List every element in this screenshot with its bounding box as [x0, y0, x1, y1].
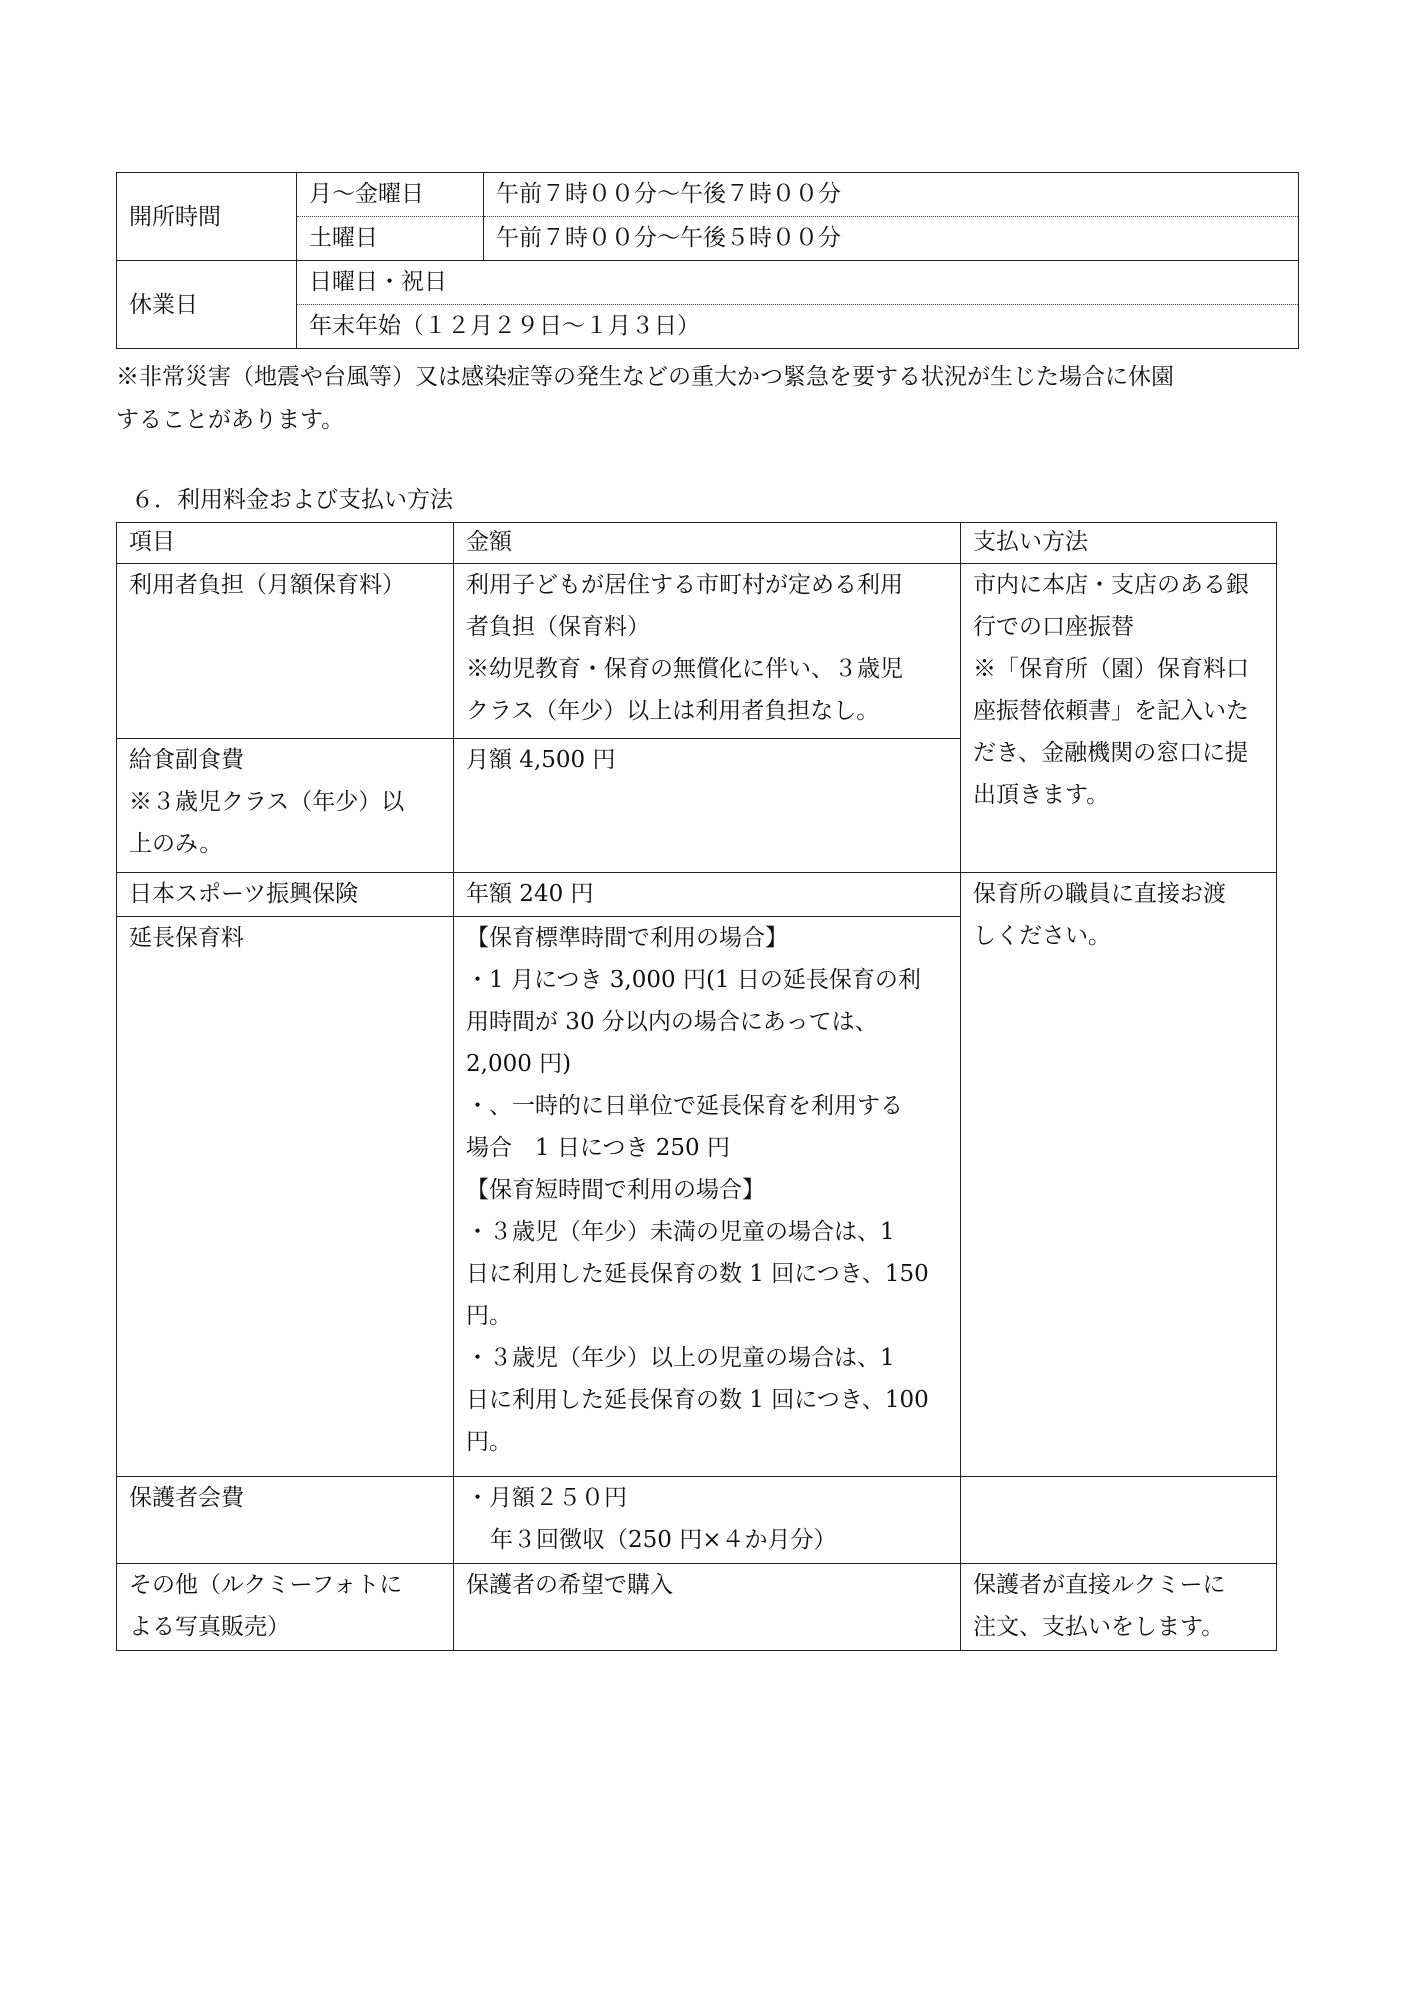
amount-line: 【保育標準時間で利用の場合】	[466, 925, 788, 951]
amount-cell	[454, 917, 961, 1477]
fee-table	[116, 522, 1277, 1651]
amount-line: 日に利用した延長保育の数 1 回につき、150	[466, 1261, 929, 1287]
closure-note-line-1: ※非常災害（地震や台風等）又は感染症等の発生などの重大かつ緊急を要する状況が生じた場合に休園	[116, 364, 1174, 390]
item-cell	[117, 739, 454, 873]
item-line: 保護者会費	[129, 1485, 244, 1511]
item-line: 延長保育料	[129, 925, 244, 951]
payment-line: しください。	[973, 923, 1111, 949]
item-line: 日本スポーツ振興保険	[129, 881, 359, 907]
amount-line: 【保育短時間で利用の場合】	[466, 1177, 765, 1203]
opening-hours-table	[116, 172, 1299, 349]
payment-line: 出頂きます。	[973, 782, 1110, 808]
amount-cell	[454, 1477, 961, 1564]
amount-line: ※幼児教育・保育の無償化に伴い、３歳児	[466, 656, 903, 682]
amount-line: ・、一時的に日単位で延長保育を利用する	[466, 1093, 903, 1119]
holiday-line-2: 年末年始（１２月２９日～１月３日）	[297, 305, 1299, 349]
payment-line: 座振替依頼書」を記入いた	[973, 698, 1249, 724]
holiday-label: 休業日	[117, 261, 297, 349]
header-payment: 支払い方法	[961, 523, 1277, 564]
saturday-time: 午前７時００分～午後５時００分	[484, 217, 1299, 261]
payment-cell-empty	[961, 1477, 1277, 1564]
weekday-label: 月～金曜日	[297, 173, 484, 217]
amount-line: 円。	[466, 1429, 512, 1455]
fee-row-other	[117, 1564, 1277, 1651]
payment-cell-bank-transfer	[961, 564, 1277, 873]
amount-line: ・1 月につき 3,000 円(1 日の延長保育の利	[466, 967, 921, 993]
fee-table-header-row	[117, 523, 1277, 564]
amount-line: 月額 4,500 円	[466, 747, 616, 773]
amount-line: ・３歳児（年少）以上の児童の場合は、1	[466, 1345, 895, 1371]
section-title: ６．利用料金および支払い方法	[131, 487, 453, 513]
payment-cell-direct	[961, 1564, 1277, 1651]
closure-note	[116, 356, 1306, 442]
item-cell	[117, 917, 454, 1477]
closure-note-line-2: することがあります。	[116, 407, 345, 433]
open-hours-label: 開所時間	[117, 173, 297, 261]
fee-row-parents-association	[117, 1477, 1277, 1564]
item-line: その他（ルクミーフォトに	[129, 1572, 403, 1598]
amount-cell	[454, 564, 961, 739]
amount-line: 2,000 円)	[466, 1051, 572, 1077]
amount-line: 年額 240 円	[466, 881, 594, 907]
amount-line: クラス（年少）以上は利用者負担なし。	[466, 698, 880, 724]
item-cell	[117, 1564, 454, 1651]
payment-line: ※「保育所（園）保育料口	[973, 656, 1249, 682]
item-line: 利用者負担（月額保育料）	[129, 572, 405, 598]
item-cell	[117, 564, 454, 739]
payment-line: 行での口座振替	[973, 614, 1134, 640]
weekday-time: 午前７時００分～午後７時００分	[484, 173, 1299, 217]
payment-line: 保護者が直接ルクミーに	[973, 1572, 1226, 1598]
payment-line: 保育所の職員に直接お渡	[973, 881, 1226, 907]
amount-line: 保護者の希望で購入	[466, 1572, 673, 1598]
amount-line: 日に利用した延長保育の数 1 回につき、100	[466, 1387, 929, 1413]
amount-line: 円。	[466, 1303, 512, 1329]
amount-cell	[454, 1564, 961, 1651]
payment-line: だき、金融機関の窓口に提	[973, 740, 1249, 766]
item-cell	[117, 873, 454, 917]
payment-cell-staff	[961, 873, 1277, 1477]
item-line: 上のみ。	[129, 831, 223, 857]
saturday-label: 土曜日	[297, 217, 484, 261]
amount-cell	[454, 873, 961, 917]
amount-line: 年３回徴収（250 円×４か月分）	[490, 1527, 837, 1553]
item-line: 給食副食費	[129, 747, 244, 773]
header-item: 項目	[117, 523, 454, 564]
amount-line: 利用子どもが居住する市町村が定める利用	[466, 572, 903, 598]
header-amount: 金額	[454, 523, 961, 564]
holiday-line-1: 日曜日・祝日	[297, 261, 1299, 305]
item-line: ※３歳児クラス（年少）以	[129, 789, 405, 815]
amount-line: 用時間が 30 分以内の場合にあっては、	[466, 1009, 878, 1035]
fee-row-user-fee	[117, 564, 1277, 739]
amount-line: 場合 1 日につき 250 円	[466, 1135, 731, 1161]
payment-line: 市内に本店・支店のある銀	[973, 572, 1249, 598]
item-cell	[117, 1477, 454, 1564]
fee-row-insurance	[117, 873, 1277, 917]
amount-line: 者負担（保育料）	[466, 614, 650, 640]
item-line: よる写真販売）	[129, 1614, 290, 1640]
amount-line: ・３歳児（年少）未満の児童の場合は、1	[466, 1219, 895, 1245]
amount-line: ・月額２５０円	[466, 1485, 627, 1511]
payment-line: 注文、支払いをします。	[973, 1614, 1225, 1640]
amount-cell	[454, 739, 961, 873]
